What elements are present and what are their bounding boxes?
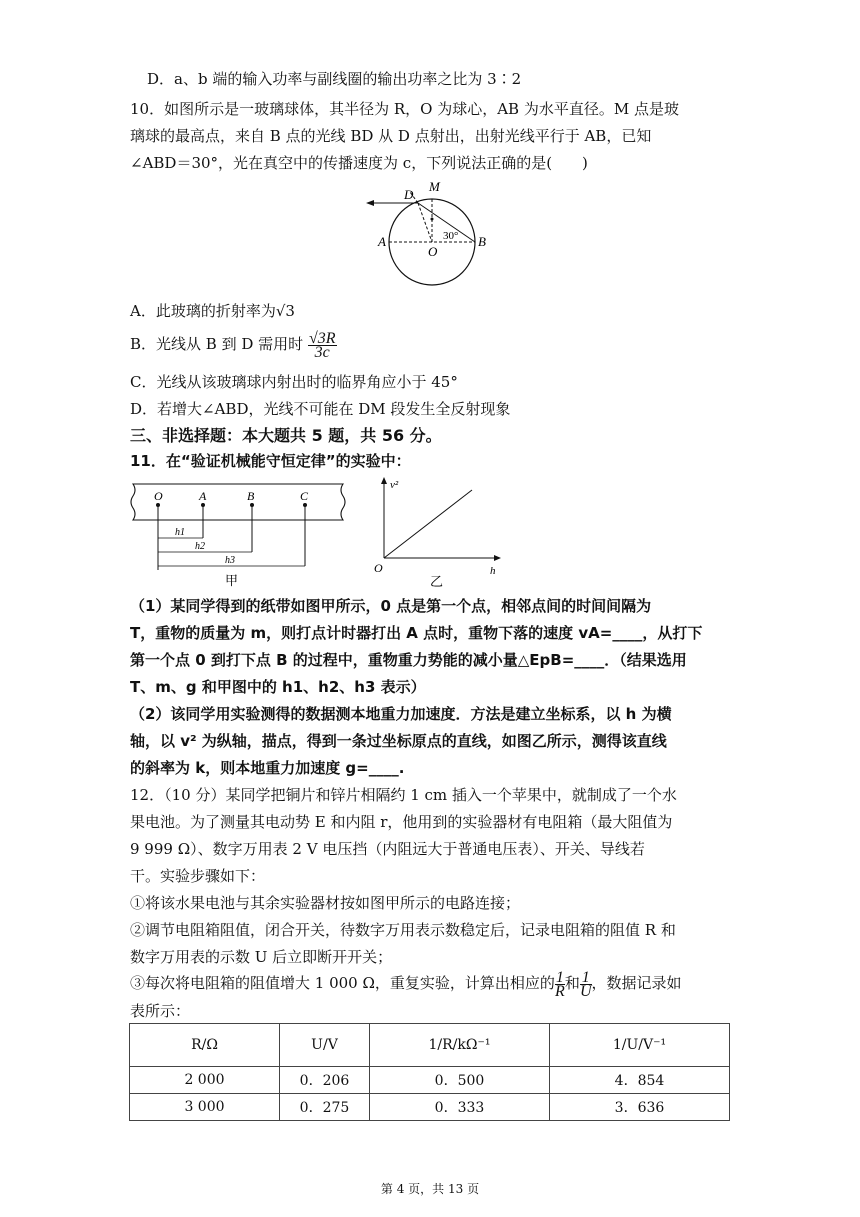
table-header: U/V [280, 1024, 370, 1067]
table-header: 1/U/V⁻¹ [550, 1024, 730, 1067]
table-header: R/Ω [130, 1024, 280, 1067]
label-o: O [428, 244, 438, 259]
step-2-line2: 数字万用表的示数 U 后立即断开开关； [130, 948, 393, 966]
table-cell: 0．206 [280, 1067, 370, 1094]
q10-line1: 10．如图所示是一玻璃球体，其半径为 R，O 为球心，AB 为水平直径。M 点是玻 [130, 100, 679, 118]
option-d-prev: D．a、b 端的输入功率与副线圈的输出功率之比为 3∶2 [147, 70, 522, 88]
table-cell: 0．500 [370, 1067, 550, 1094]
table-row [130, 1094, 730, 1121]
q11-p1-line1: （1）某同学得到的纸带如图甲所示，0 点是第一个点，相邻点间的时间间隔为 [130, 597, 652, 615]
dim-h2: h2 [195, 541, 205, 552]
q12-line4: 干。实验步骤如下： [130, 867, 266, 885]
q11-p1-line2: T，重物的质量为 m，则打点计时器打出 A 点时，重物下落的速度 vA=____，从打下 [130, 624, 703, 642]
tape-point-o: O [154, 489, 163, 503]
step-3-line2: 表所示： [130, 1002, 191, 1020]
q12-line1: 12．（10 分）某同学把铜片和锌片相隔约 1 cm 插入一个苹果中，就制成了一个水 [130, 786, 677, 804]
dim-h3: h3 [225, 555, 235, 566]
table-cell: 0．275 [280, 1094, 370, 1121]
label-m: M [429, 179, 440, 194]
glass-sphere-figure [360, 176, 510, 288]
q12-line2: 果电池。为了测量其电动势 E 和内阻 r，他用到的实验器材有电阻箱（最大阻值为 [130, 813, 673, 831]
label-a: A [378, 234, 386, 249]
table-cell: 2 000 [130, 1067, 280, 1094]
paper-tape-figure [125, 478, 350, 590]
v2-h-graph [370, 476, 510, 592]
q11-p2-line1: （2）该同学用实验测得的数据测本地重力加速度．方法是建立坐标系，以 h 为横 [130, 705, 672, 723]
graph-origin: O [374, 561, 383, 575]
q11-title: 11．在“验证机械能守恒定律”的实验中： [130, 452, 411, 470]
dim-h1: h1 [175, 527, 185, 538]
graph-ylabel: v² [390, 479, 399, 491]
option-d: D．若增大∠ABD，光线不可能在 DM 段发生全反射现象 [130, 400, 511, 418]
q11-p1-line3: 第一个点 0 到打下点 B 的过程中，重物重力势能的减小量△EpB=____．（结果选用 [130, 651, 687, 669]
step-2-line1: ②调节电阻箱阻值，闭合开关，待数字万用表示数稳定后，记录电阻箱的阻值 R 和 [130, 921, 676, 939]
table-row [130, 1067, 730, 1094]
step-1: ①将该水果电池与其余实验器材按如图甲所示的电路连接； [130, 894, 521, 912]
table-cell: 0．333 [370, 1094, 550, 1121]
tape-point-a: A [199, 489, 207, 503]
caption-yi: 乙 [430, 574, 444, 589]
q10-line2: 璃球的最高点，来自 B 点的光线 BD 从 D 点射出，出射光线平行于 AB，已知 [130, 127, 652, 145]
table-cell: 3 000 [130, 1094, 280, 1121]
option-b: B．光线从 B 到 D 需用时 $\frac{√3R}{3c}$ [130, 329, 336, 361]
q11-p2-line2: 轴，以 v² 为纵轴，描点，得到一条过坐标原点的直线，如图乙所示，测得该直线 [130, 732, 667, 750]
data-table [129, 1023, 730, 1121]
tape-point-b: B [247, 489, 255, 503]
table-cell: 3．636 [550, 1094, 730, 1121]
tape-point-c: C [300, 489, 309, 503]
section-heading: 三、非选择题：本大题共 5 题，共 56 分。 [130, 426, 442, 445]
q12-line3: 9 999 Ω）、数字万用表 2 V 电压挡（内阻远大于普通电压表）、开关、导线若 [130, 840, 645, 858]
page-footer: 第 4 页，共 13 页 [380, 1182, 480, 1196]
q11-p1-line4: T、m、g 和甲图中的 h1、h2、h3 表示） [130, 678, 426, 696]
q10-line3: ∠ABD＝30°，光在真空中的传播速度为 c，下列说法正确的是( ) [130, 154, 588, 172]
caption-jia: 甲 [225, 573, 239, 588]
table-header: 1/R/kΩ⁻¹ [370, 1024, 550, 1067]
label-d: D [404, 187, 414, 202]
table-header-row [130, 1024, 730, 1067]
label-b: B [478, 234, 486, 249]
step-3-line1: ③每次将电阻箱的阻值增大 1 000 Ω，重复实验，计算出相应的 $\frac{1}{R}$ 和 $\frac{1}{U}$ ，数据记录如 [130, 968, 682, 1000]
option-c: C．光线从该玻璃球内射出时的临界角应小于 45° [130, 373, 458, 391]
q11-p2-line3: 的斜率为 k，则本地重力加速度 g=____. [130, 759, 405, 777]
option-a: A．此玻璃的折射率为√3 [130, 302, 295, 320]
label-angle: 30° [443, 230, 459, 242]
table-cell: 4．854 [550, 1067, 730, 1094]
graph-xlabel: h [490, 565, 496, 577]
